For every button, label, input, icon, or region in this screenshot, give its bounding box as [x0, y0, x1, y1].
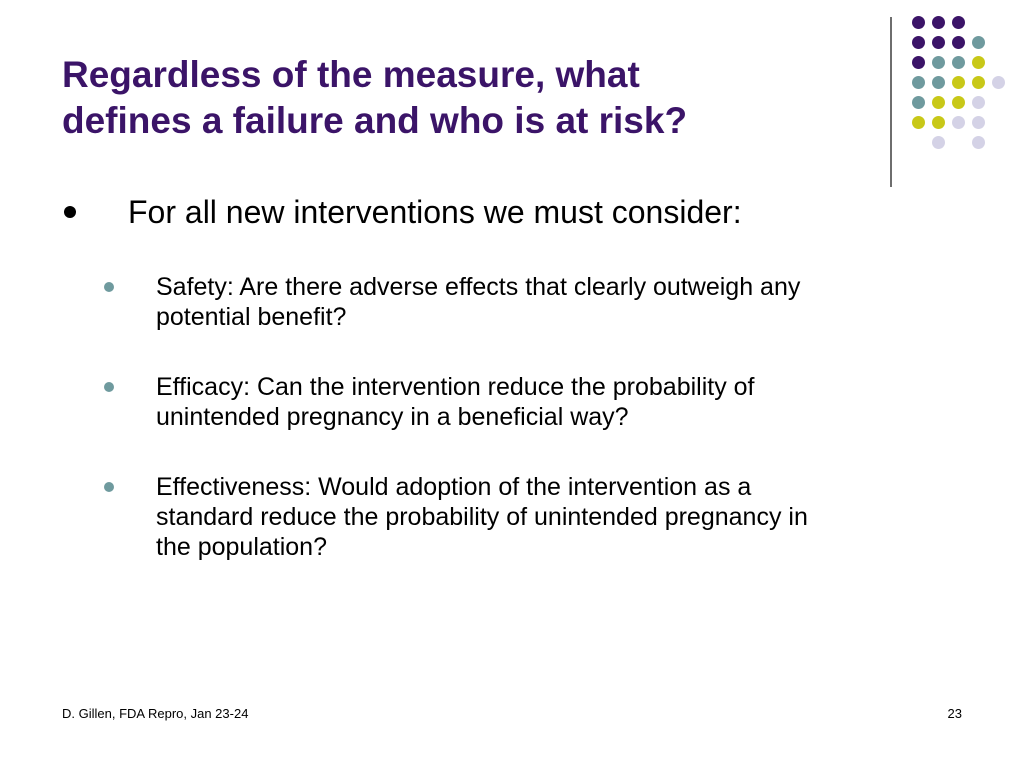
slide-title-line-2: defines a failure and who is at risk?: [62, 100, 688, 141]
slide-title-line-1: Regardless of the measure, what: [62, 54, 640, 95]
sub-bullet-text: [156, 372, 946, 432]
sub-bullet-line: Safety: Are there adverse effects that clearly outweigh any: [156, 273, 801, 301]
footer-credit: D. Gillen, FDA Repro, Jan 23-24: [62, 706, 249, 721]
sub-bullet-line: potential benefit?: [156, 303, 347, 331]
page-number: 23: [947, 706, 962, 721]
sub-bullet-line: standard reduce the probability of unintended pregnancy in: [156, 503, 808, 531]
bullet-dot-icon: [64, 206, 76, 218]
sub-bullet-text: [156, 272, 946, 332]
sub-bullet-line: Efficacy: Can the intervention reduce the probability of: [156, 373, 755, 401]
sub-bullet-line: Effectiveness: Would adoption of the intervention as a: [156, 473, 752, 501]
main-bullet-text: For all new interventions we must consider:: [128, 194, 742, 230]
bullet-dot-icon: [104, 482, 114, 492]
sub-bullet-text: [156, 472, 946, 562]
sub-bullet-line: the population?: [156, 533, 327, 561]
bullet-dot-icon: [104, 282, 114, 292]
bullet-dot-icon: [104, 382, 114, 392]
sub-bullet-line: unintended pregnancy in a beneficial way?: [156, 403, 629, 431]
